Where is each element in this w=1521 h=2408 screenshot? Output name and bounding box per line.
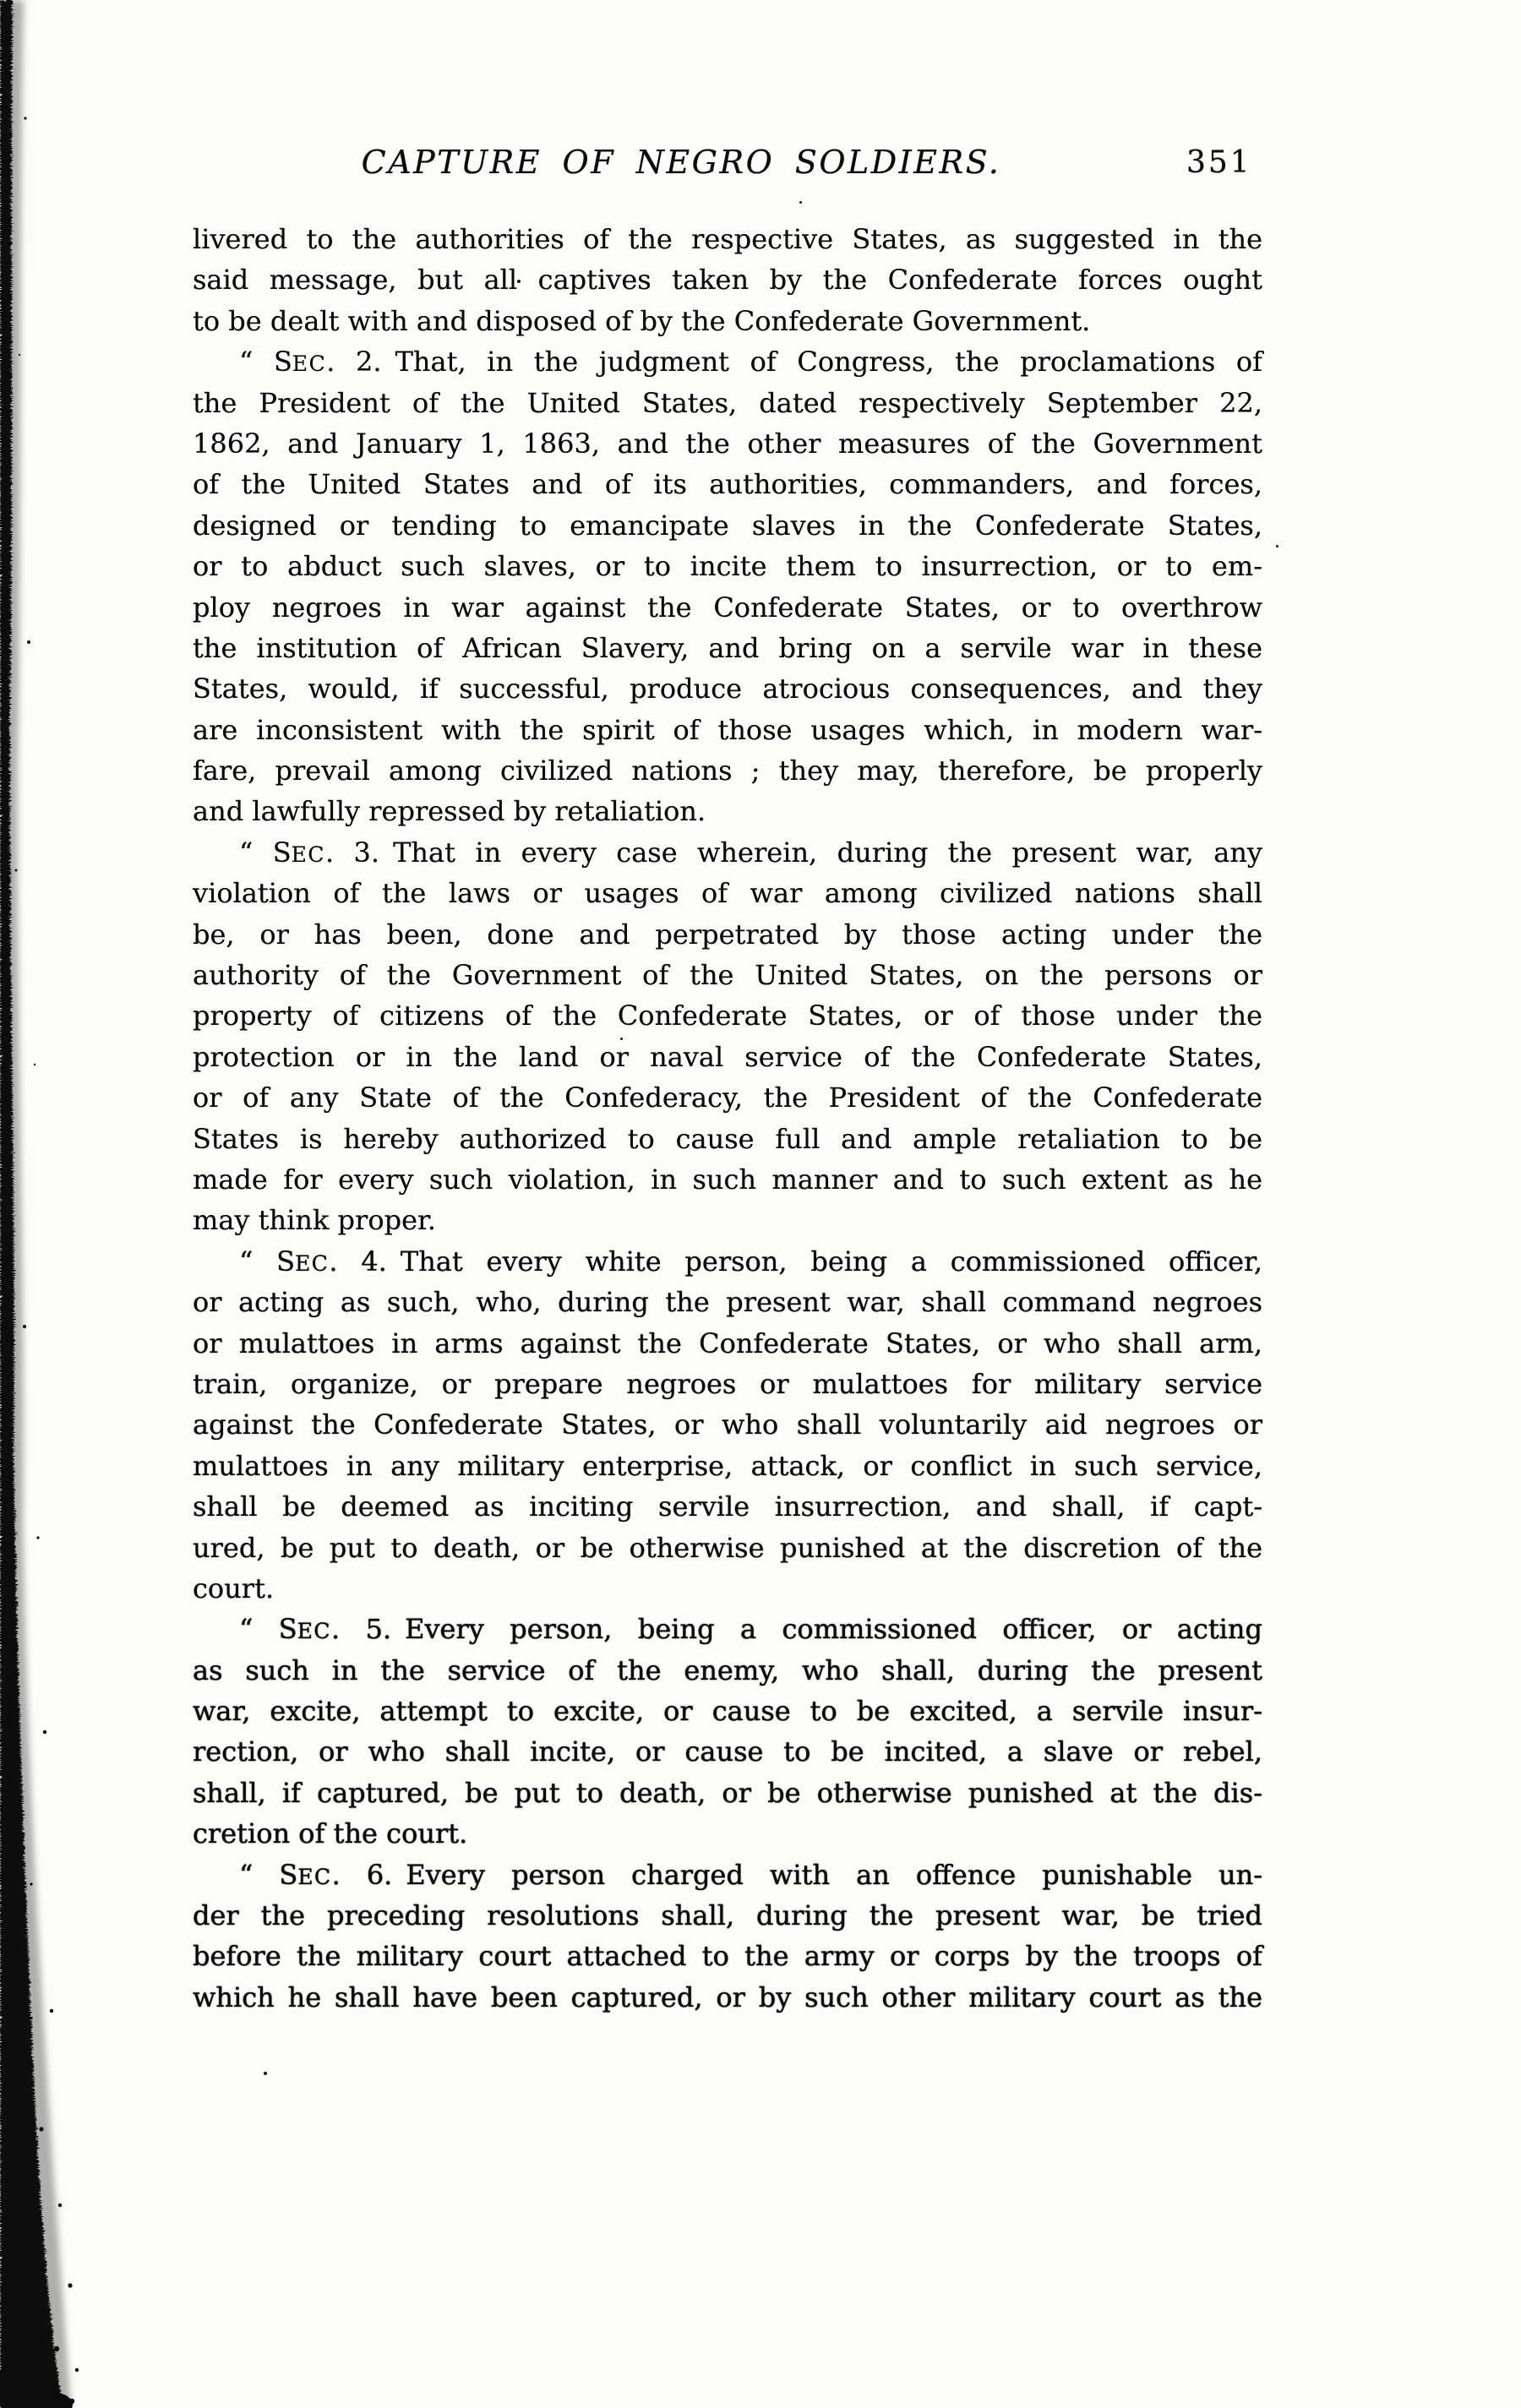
text-line: fare, prevail among civilized nations ; they may, therefore, be properly [193, 755, 1262, 787]
ink-speck [264, 2072, 267, 2075]
text-line: are inconsistent with the spirit of those usages which, in modern war- [193, 713, 1262, 746]
scan-gutter-shadow [0, 0, 101, 2408]
text-line: train, organize, or prepare negroes or mulattoes for military service [193, 1367, 1262, 1400]
text-line: cretion of the court. [193, 1817, 468, 1850]
text-line: the President of the United States, dated respectively September 22, [193, 386, 1262, 419]
text-line: or to abduct such slaves, or to incite them to insurrection, or to em- [193, 550, 1262, 583]
text-line: 1862, and January 1, 1863, and the other measures of the Government [193, 427, 1262, 460]
ink-speck [799, 201, 802, 204]
text-line: States, would, if successful, produce atrocious consequences, and they [193, 673, 1262, 706]
text-line: of the United States and of its authorities, commanders, and forces, [193, 468, 1262, 501]
text-line: der the preceding resolutions shall, during the present war, be tried [193, 1899, 1262, 1932]
text-line: States is hereby authorized to cause full and ample retaliation to be [193, 1122, 1262, 1155]
text-line: before the military court attached to the army or corps by the troops of [193, 1940, 1262, 1973]
text-line: “ SEC. 2. That, in the judgment of Congress, the proclamations of [239, 346, 1263, 379]
text-line: war, excite, attempt to excite, or cause to be excited, a servile insur- [193, 1695, 1262, 1728]
text-line: “ SEC. 4. That every white person, being a commissioned officer, [239, 1245, 1263, 1278]
page-number: 351 [1186, 145, 1252, 180]
text-line: be, or has been, done and perpetrated by those acting under the [193, 918, 1262, 951]
text-line: livered to the authorities of the respective States, as suggested in the [193, 223, 1262, 255]
text-line: the institution of African Slavery, and bring on a servile war in these [193, 631, 1262, 664]
text-line: made for every such violation, in such manner and to such extent as he [193, 1163, 1262, 1196]
text-line: “ SEC. 6. Every person charged with an offence punishable un- [239, 1858, 1263, 1891]
text-line: said message, but all captives taken by the Confederate forces ought [193, 264, 1262, 297]
text-line: protection or in the land or naval service of the Confederate States, [193, 1040, 1262, 1073]
text-line: court. [193, 1572, 275, 1604]
text-line: shall, if captured, be put to death, or be otherwise punished at the dis- [193, 1776, 1262, 1809]
text-line: or acting as such, who, during the present war, shall command negroes [193, 1286, 1262, 1319]
text-line: to be dealt with and disposed of by the Confederate Government. [193, 304, 1091, 337]
text-line: ured, be put to death, or be otherwise punished at the discretion of the [193, 1531, 1262, 1564]
body-text [193, 219, 1262, 2018]
text-line: “ SEC. 5. Every person, being a commissioned officer, or acting [239, 1613, 1262, 1646]
text-line: designed or tending to emancipate slaves in the Confederate States, [193, 509, 1262, 542]
text-line: shall be deemed as inciting servile insurrection, and shall, if capt- [193, 1490, 1262, 1523]
running-head-title: CAPTURE OF NEGRO SOLDIERS. [361, 144, 1001, 181]
text-line: or of any State of the Confederacy, the President of the Confederate [193, 1081, 1262, 1114]
text-line: violation of the laws or usages of war among civilized nations shall [193, 877, 1262, 910]
text-line: authority of the Government of the United States, on the persons or [193, 959, 1262, 992]
text-line: and lawfully repressed by retaliation. [193, 795, 706, 828]
text-line: which he shall have been captured, or by such other military court as the [193, 1980, 1262, 2013]
text-line: rection, or who shall incite, or cause to be incited, a slave or rebel, [193, 1735, 1262, 1768]
text-line: or mulattoes in arms against the Confederate States, or who shall arm, [193, 1327, 1262, 1359]
text-line: ploy negroes in war against the Confederate States, or to overthrow [193, 591, 1262, 624]
text-line: as such in the service of the enemy, who shall, during the present [193, 1653, 1262, 1686]
text-line: “ SEC. 3. That in every case wherein, during the present war, any [239, 836, 1263, 869]
text-line: property of citizens of the Confederate States, or of those under the [193, 1000, 1262, 1032]
text-line: against the Confederate States, or who shall voluntarily aid negroes or [193, 1408, 1262, 1441]
ink-speck [1276, 545, 1278, 548]
text-line: mulattoes in any military enterprise, attack, or conflict in such service, [193, 1449, 1262, 1482]
text-line: may think proper. [193, 1204, 436, 1237]
